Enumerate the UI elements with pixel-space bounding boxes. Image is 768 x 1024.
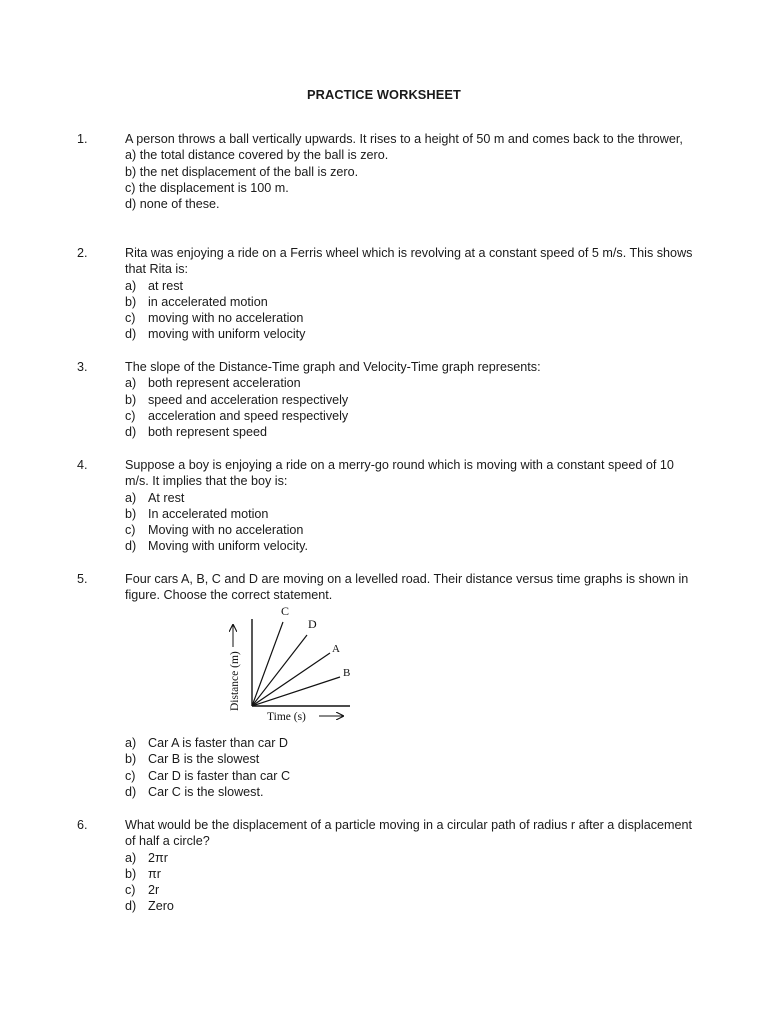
- worksheet-title: PRACTICE WORKSHEET: [307, 87, 461, 102]
- line-a: [252, 653, 330, 706]
- option-text: both represent speed: [148, 425, 268, 440]
- question-number: 5.: [77, 572, 88, 586]
- option-text: at rest: [148, 278, 183, 293]
- option-b: [125, 392, 700, 408]
- x-axis-label: Time (s): [267, 711, 306, 723]
- distance-time-graph: [226, 603, 356, 725]
- option-text: in accelerated motion: [148, 294, 268, 309]
- option-text: Zero: [148, 899, 174, 914]
- option-d: [125, 538, 700, 554]
- option-b: [125, 506, 700, 522]
- option-text: Car B is the slowest: [148, 752, 260, 767]
- line-label-c: C: [281, 604, 290, 618]
- option-text: both represent acceleration: [148, 376, 301, 391]
- line-b: [252, 677, 340, 706]
- option-label: b): [125, 392, 137, 407]
- option-label: d): [125, 784, 137, 799]
- option-text: Moving with no acceleration: [148, 523, 304, 538]
- line-label-b: B: [343, 667, 351, 679]
- option-label: c): [125, 883, 136, 898]
- option-c: c) the displacement is 100 m.: [125, 180, 289, 195]
- option-text: speed and acceleration respectively: [148, 392, 349, 407]
- option-label: a): [125, 376, 137, 391]
- option-label: b): [125, 506, 137, 521]
- option-text: Car A is faster than car D: [148, 736, 288, 750]
- option-label: a): [125, 850, 137, 865]
- option-label: c): [125, 768, 136, 783]
- option-label: d): [125, 327, 137, 342]
- y-axis-label: Distance (m): [229, 651, 241, 711]
- option-label: a): [125, 278, 137, 293]
- option-d: [125, 424, 700, 440]
- option-d: [125, 326, 700, 342]
- option-label: c): [125, 523, 136, 538]
- option-label: c): [125, 408, 136, 423]
- question-text: A person throws a ball vertically upwards. It rises to a height of 50 m and comes back to the thrower,: [125, 132, 683, 146]
- option-label: a): [125, 490, 137, 505]
- option-a: [125, 278, 700, 294]
- option-d: d) none of these.: [125, 197, 220, 212]
- option-text: Car D is faster than car C: [148, 768, 291, 783]
- option-a: [125, 375, 700, 391]
- option-label: b): [125, 866, 137, 881]
- option-b: [125, 866, 700, 882]
- option-label: d): [125, 899, 137, 914]
- option-label: b): [125, 294, 137, 309]
- option-text: At rest: [148, 490, 185, 505]
- option-label: b): [125, 752, 137, 767]
- question-number: 6.: [77, 818, 88, 832]
- option-text: In accelerated motion: [148, 506, 269, 521]
- option-label: a): [125, 736, 137, 750]
- question-text: What would be the displacement of a particle moving in a circular path of radius r after a displacement of half a circle?: [125, 818, 693, 849]
- option-a: a) the total distance covered by the ball is zero.: [125, 148, 389, 163]
- question-text: The slope of the Distance-Time graph and Velocity-Time graph represents:: [125, 360, 541, 374]
- option-text: 2πr: [148, 850, 168, 865]
- question-text: Rita was enjoying a ride on a Ferris wheel which is revolving at a constant speed of 5 m/s. This shows that Rita is:: [125, 246, 693, 277]
- option-label: d): [125, 539, 137, 554]
- option-c: [125, 768, 700, 784]
- question-number: 1.: [77, 132, 88, 146]
- line-c: [252, 622, 283, 706]
- option-label: c): [125, 311, 136, 326]
- option-text: Moving with uniform velocity.: [148, 539, 309, 554]
- option-d: [125, 784, 700, 800]
- option-c: [125, 310, 700, 326]
- option-c: [125, 522, 700, 538]
- line-d: [252, 635, 307, 706]
- question-number: 3.: [77, 360, 88, 374]
- option-a: [125, 490, 700, 506]
- question-text: Four cars A, B, C and D are moving on a levelled road. Their distance versus time graphs is shown in figure. Choose the correct statement.: [125, 572, 689, 603]
- option-b: [125, 294, 700, 310]
- option-text: Car C is the slowest.: [148, 784, 264, 799]
- option-text: moving with uniform velocity: [148, 327, 306, 342]
- option-c: [125, 408, 700, 424]
- line-label-a: A: [332, 643, 340, 655]
- question-number: 2.: [77, 246, 88, 260]
- option-c: [125, 882, 700, 898]
- option-text: 2r: [148, 883, 160, 898]
- option-a: [125, 850, 700, 866]
- option-b: [125, 751, 700, 767]
- option-text: πr: [148, 866, 161, 881]
- question-text: Suppose a boy is enjoying a ride on a merry-go round which is moving with a constant speed of 10 m/s. It implies that the boy is:: [125, 458, 674, 489]
- option-b: b) the net displacement of the ball is zero.: [125, 164, 359, 179]
- option-d: [125, 898, 700, 914]
- option-a: [125, 735, 700, 751]
- option-text: moving with no acceleration: [148, 311, 304, 326]
- option-text: acceleration and speed respectively: [148, 408, 349, 423]
- question-number: 4.: [77, 458, 88, 472]
- option-label: d): [125, 425, 137, 440]
- line-label-d: D: [308, 617, 317, 631]
